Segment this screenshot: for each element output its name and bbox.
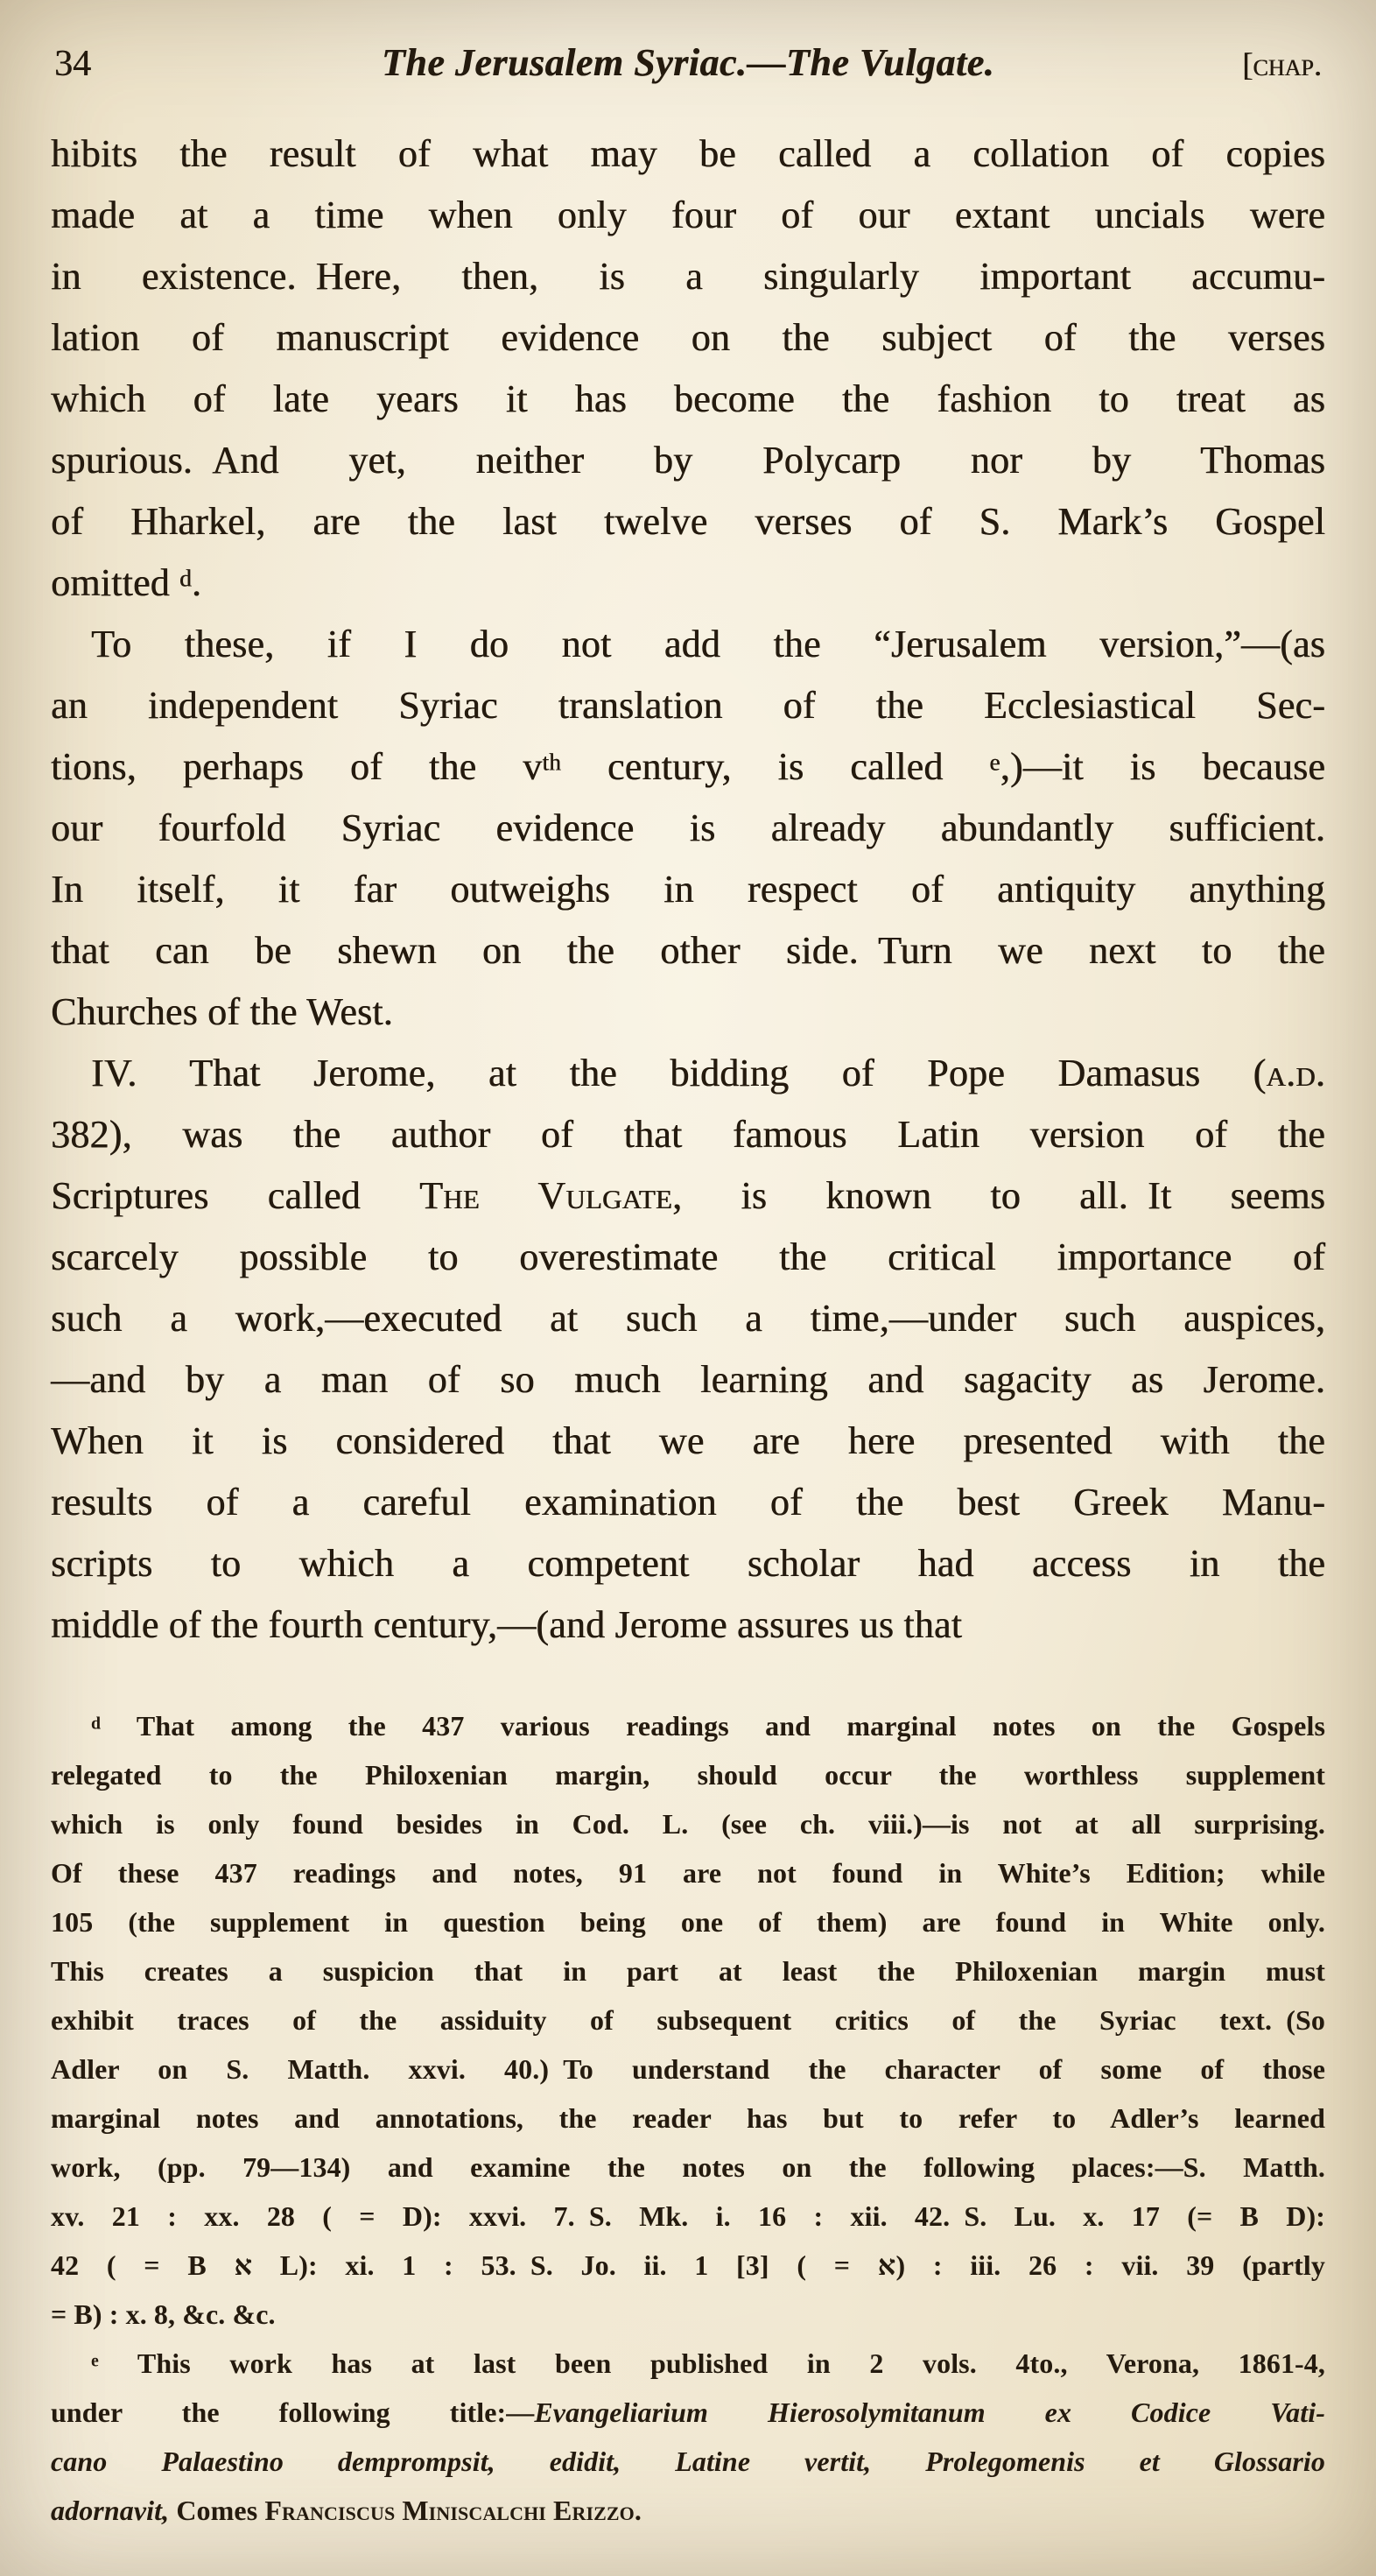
text-run: spurious. And yet, neither by Polycarp nor by Thomas (51, 439, 1325, 482)
text-run: Franciscus Miniscalchi Erizzo (264, 2495, 635, 2526)
text-run: our fourfold Syriac evidence is already abundantly sufficient. (51, 806, 1325, 849)
text-run: th (542, 749, 561, 776)
text-line (51, 2437, 1325, 2486)
text-run: 42 ( = B א L): xi. 1 : 53. S. Jo. ii. 1 [3] ( = א) : iii. 26 : vii. 39 (partly (51, 2249, 1325, 2281)
text-run: This creates a suspicion that in part at least the Philoxenian margin must (51, 1955, 1325, 1987)
text-line (51, 1594, 1325, 1656)
text-line (51, 2339, 1325, 2388)
text-run: That among the 437 various readings and marginal notes on the Gospels (101, 1710, 1325, 1742)
text-run: d (91, 1714, 102, 1734)
text-run: IV. That Jerome, at the bidding of Pope Damasus ( (91, 1052, 1267, 1094)
text-line (51, 491, 1325, 553)
text-line (51, 1104, 1325, 1165)
running-title: The Jerusalem Syriac.—The Vulgate. (381, 41, 995, 84)
text-line (51, 1995, 1325, 2045)
text-run: To these, if I do not add the “Jerusalem version,”—(as (91, 623, 1325, 665)
text-run: scarcely possible to overestimate the critical importance of (51, 1235, 1325, 1278)
text-line (51, 614, 1325, 675)
text-line (51, 675, 1325, 736)
text-run: —and by a man of so much learning and sagacity as Jerome. (51, 1358, 1325, 1401)
text-line (51, 1472, 1325, 1533)
text-line (51, 1349, 1325, 1411)
text-line (51, 2192, 1325, 2241)
text-run: of Hharkel, are the last twelve verses of S. Mark’s Gospel (51, 500, 1325, 543)
text-line (51, 798, 1325, 859)
text-line (51, 1165, 1325, 1227)
text-run: = B) : x. 8, &c. &c. (51, 2298, 276, 2330)
text-run: Churches of the West. (51, 990, 393, 1033)
text-run: Of these 437 readings and notes, 91 are not found in White’s Edition; while (51, 1857, 1325, 1889)
text-run: century, is called (560, 745, 990, 788)
chapter-label: [chap. (1242, 47, 1322, 83)
text-run: e (989, 749, 1000, 776)
text-line (51, 1227, 1325, 1288)
text-run: The Vulgate (419, 1174, 672, 1217)
text-line (51, 246, 1325, 307)
text-line (51, 2143, 1325, 2192)
text-run: adornavit, (51, 2495, 177, 2526)
text-run: omitted (51, 561, 180, 604)
body-text (51, 123, 1325, 1656)
text-line (51, 1533, 1325, 1594)
text-line (51, 1043, 1325, 1104)
paragraph-jerusalem-version (51, 614, 1325, 1043)
text-run: scripts to which a competent scholar had access in the (51, 1542, 1325, 1585)
text-line (51, 185, 1325, 246)
text-line (51, 2388, 1325, 2437)
text-line (51, 1288, 1325, 1349)
text-line (51, 123, 1325, 185)
text-run: Scriptures called (51, 1174, 420, 1217)
text-run: e (91, 2351, 99, 2371)
text-run: a.d. (1266, 1052, 1325, 1094)
text-line (51, 2290, 1325, 2339)
text-run: which of late years it has become the fashion to treat as (51, 377, 1325, 420)
text-run: work, (pp. 79—134) and examine the notes on the following places:—S. Matth. (51, 2151, 1325, 2183)
text-line (51, 1411, 1325, 1472)
paragraph-continuation (51, 123, 1325, 614)
text-line (51, 2486, 1325, 2535)
text-line (51, 307, 1325, 369)
text-run: an independent Syriac translation of the Ecclesiastical Sec- (51, 684, 1325, 727)
text-run: This work has at last been published in 2 vols. 4to., Verona, 1861-4, (98, 2347, 1325, 2379)
text-line (51, 1750, 1325, 1799)
text-run: which is only found besides in Cod. L. (see ch. viii.)—is not at all surprising. (51, 1808, 1325, 1840)
text-run: 382), was the author of that famous Latin version of the (51, 1113, 1325, 1156)
text-line (51, 553, 1325, 614)
footnote-e (51, 2339, 1325, 2535)
text-run: that can be shewn on the other side. Turn we next to the (51, 929, 1325, 972)
text-run: When it is considered that we are here presented with the (51, 1419, 1325, 1462)
text-line (51, 2241, 1325, 2290)
text-line (51, 430, 1325, 491)
text-line (51, 1848, 1325, 1897)
text-line (51, 1946, 1325, 1995)
text-line (51, 2094, 1325, 2143)
text-line (51, 1799, 1325, 1848)
text-run: Adler on S. Matth. xxvi. 40.) To understand the character of some of those (51, 2053, 1325, 2085)
text-run: cano Palaestino demprompsit, edidit, Latine vertit, Prolegomenis et Glossario (51, 2446, 1325, 2477)
text-line (51, 859, 1325, 920)
text-run: . (191, 561, 202, 604)
text-line (51, 369, 1325, 430)
text-run: middle of the fourth century,—(and Jerome assures us that (51, 1603, 963, 1646)
text-line (51, 2045, 1325, 2094)
page-header (54, 40, 1322, 85)
text-run: Evangeliarium Hierosolymitanum ex Codice Vati- (534, 2397, 1325, 2428)
text-run: such a work,—executed at such a time,—under such auspices, (51, 1297, 1325, 1340)
text-line (51, 1897, 1325, 1946)
text-run: in existence. Here, then, is a singularly important accumu- (51, 255, 1325, 298)
footnote-d (51, 1701, 1325, 2339)
text-run: xv. 21 : xx. 28 ( = D): xxvi. 7. S. Mk. i. 16 : xii. 42. S. Lu. x. 17 (= B D): (51, 2200, 1325, 2232)
text-run: 105 (the supplement in question being one of them) are found in White only. (51, 1906, 1325, 1938)
text-run: marginal notes and annotations, the reader has but to refer to Adler’s learned (51, 2102, 1325, 2134)
text-run: made at a time when only four of our extant uncials were (51, 194, 1325, 236)
text-run: ,)—it is because (1000, 745, 1326, 788)
text-line (51, 736, 1325, 798)
footnotes-section (51, 1701, 1325, 2535)
text-run: relegated to the Philoxenian margin, should occur the worthless supplement (51, 1759, 1325, 1791)
page-number: 34 (54, 44, 91, 84)
text-run: lation of manuscript evidence on the subject of the verses (51, 316, 1325, 359)
text-line (51, 920, 1325, 982)
text-run: exhibit traces of the assiduity of subsequent critics of the Syriac text. (So (51, 2004, 1325, 2036)
paragraph-vulgate (51, 1043, 1325, 1656)
text-run: . (634, 2495, 642, 2526)
text-run: hibits the result of what may be called a collation of copies (51, 132, 1325, 175)
text-run: d (179, 565, 192, 592)
text-run: , is known to all. It seems (671, 1174, 1326, 1217)
text-run: under the following title:— (51, 2397, 535, 2428)
text-run: In itself, it far outweighs in respect of antiquity anything (51, 868, 1325, 911)
text-line (51, 982, 1325, 1043)
text-run: Comes (176, 2495, 265, 2526)
text-run: results of a careful examination of the best Greek Manu- (51, 1481, 1325, 1524)
text-line (51, 1701, 1325, 1750)
text-run: tions, perhaps of the v (51, 745, 543, 788)
